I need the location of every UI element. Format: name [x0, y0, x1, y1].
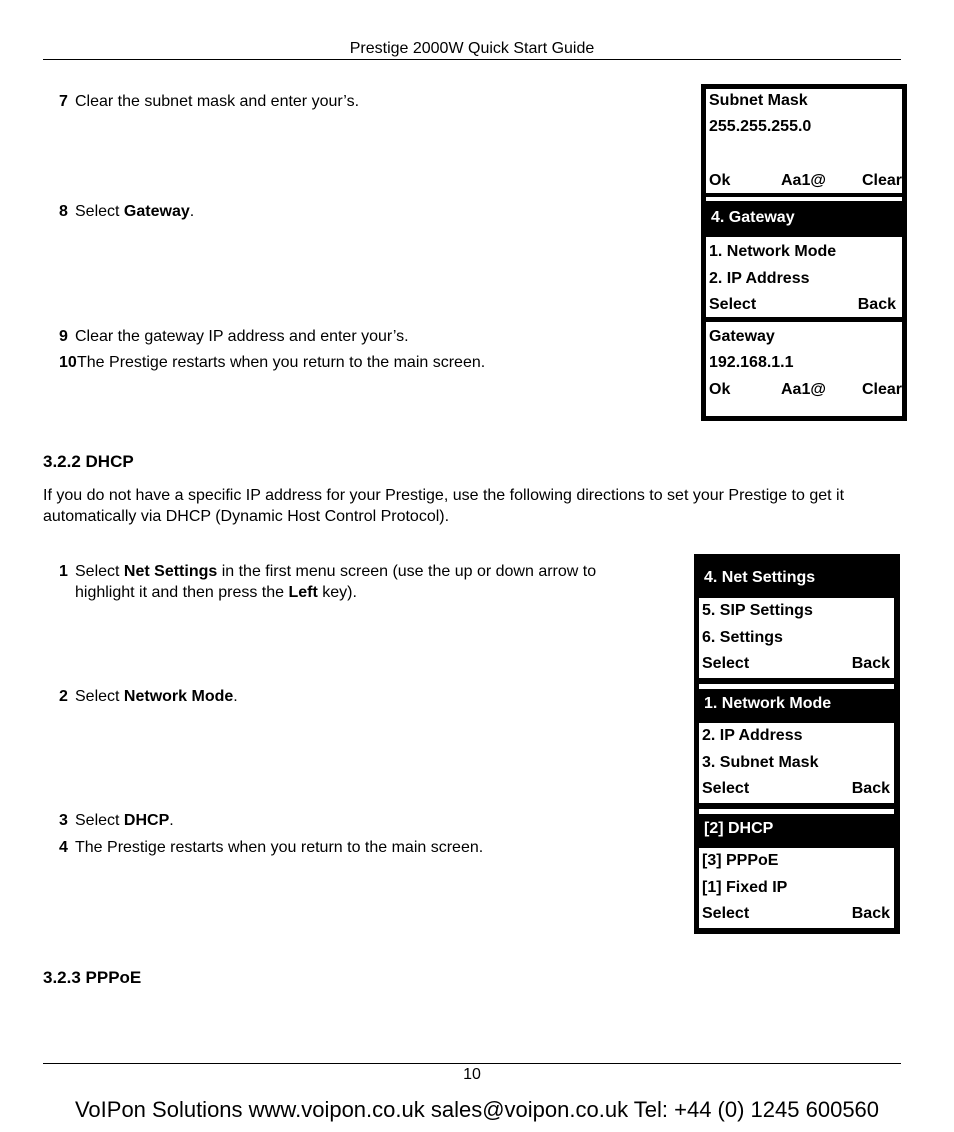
- screen-label: Gateway: [709, 328, 775, 345]
- softkey-select: Select: [702, 905, 750, 922]
- menu-item: [3] PPPoE: [702, 852, 779, 869]
- mode-menu-panel: [699, 848, 894, 928]
- softkey-mode: Aa1@: [781, 172, 826, 189]
- dhcp-step-3: [59, 810, 659, 831]
- section-heading-dhcp: 3.2.2 DHCP: [43, 452, 134, 471]
- menu-item: 5. SIP Settings: [702, 602, 813, 619]
- subnet-edit-panel: [706, 89, 902, 193]
- softkey-ok: Ok: [709, 381, 731, 398]
- header-rule: [43, 59, 901, 60]
- dhcp-step-4: [59, 837, 659, 858]
- footer-contact-line: VoIPon Solutions www.voipon.co.uk sales@voipon.co.uk Tel: +44 (0) 1245 600560: [74, 1097, 880, 1122]
- section-heading-pppoe: 3.2.3 PPPoE: [43, 968, 142, 987]
- dhcp-step-2: [59, 686, 659, 707]
- step-text: Select Gateway.: [75, 203, 195, 220]
- dhcp-intro-paragraph: If you do not have a specific IP address for your Prestige, use the following directions to set your Prestige to get it automatically via DHCP (Dynamic Host Control Protocol).: [43, 487, 845, 525]
- step-number: 7: [59, 93, 68, 110]
- step-number: 2: [59, 688, 68, 705]
- menu-item: 2. IP Address: [702, 727, 803, 744]
- softkey-back: Back: [851, 905, 890, 922]
- softkey-select: Select: [702, 655, 750, 672]
- step-number: 3: [59, 812, 68, 829]
- gateway-menu-panel: [706, 237, 902, 317]
- step-10: [59, 352, 659, 373]
- gateway-edit-panel: [706, 322, 902, 416]
- step-number: 10: [59, 354, 77, 371]
- softkey-clear: Clear: [861, 381, 902, 398]
- page-header-title: Prestige 2000W Quick Start Guide: [349, 40, 595, 57]
- footer-rule: [43, 1063, 901, 1064]
- menu-item: 3. Subnet Mask: [702, 754, 819, 771]
- divider-strip: [699, 684, 894, 689]
- step-text: Select Net Settings in the first menu screen (use the up or down arrow to highlight it and then press the Left key).: [75, 563, 597, 601]
- divider-strip: [706, 197, 902, 201]
- softkey-select: Select: [709, 296, 757, 313]
- step-text: Select Network Mode.: [75, 688, 238, 705]
- step-text: The Prestige restarts when you return to the main screen.: [75, 839, 484, 856]
- step-number: 9: [59, 328, 68, 345]
- step-number: 4: [59, 839, 68, 856]
- highlighted-menu-item: 4. Gateway: [706, 205, 902, 233]
- step-text: The Prestige restarts when you return to the main screen.: [77, 354, 486, 371]
- step-7: [59, 91, 659, 112]
- screen-value: 192.168.1.1: [709, 354, 794, 371]
- step-9: [59, 326, 659, 347]
- softkey-mode: Aa1@: [781, 381, 826, 398]
- menu-item: 6. Settings: [702, 629, 783, 646]
- phone-screen-dhcp: [694, 554, 900, 934]
- softkey-ok: Ok: [709, 172, 731, 189]
- softkey-back: Back: [857, 296, 896, 313]
- highlighted-menu-item: 4. Net Settings: [699, 560, 894, 590]
- step-number: 8: [59, 203, 68, 220]
- softkey-clear: Clear: [861, 172, 902, 189]
- step-number: 1: [59, 563, 68, 580]
- step-8: [59, 201, 659, 222]
- highlighted-menu-item: 1. Network Mode: [699, 693, 894, 721]
- step-text: Clear the subnet mask and enter your’s.: [75, 93, 360, 110]
- net-menu-panel: [699, 598, 894, 678]
- dhcp-step-1: [59, 561, 659, 603]
- softkey-select: Select: [702, 780, 750, 797]
- screen-value: 255.255.255.0: [709, 118, 812, 135]
- page-number: 10: [463, 1066, 481, 1083]
- phone-screen-gateway: [701, 84, 907, 421]
- highlighted-menu-item: [2] DHCP: [699, 818, 894, 846]
- step-text: Select DHCP.: [75, 812, 174, 829]
- network-menu-panel: [699, 723, 894, 803]
- menu-item: 1. Network Mode: [709, 243, 837, 260]
- softkey-back: Back: [851, 780, 890, 797]
- step-text: Clear the gateway IP address and enter your’s.: [75, 328, 409, 345]
- menu-item: 2. IP Address: [709, 270, 810, 287]
- menu-item: [1] Fixed IP: [702, 879, 788, 896]
- softkey-back: Back: [851, 655, 890, 672]
- screen-label: Subnet Mask: [709, 92, 808, 109]
- divider-strip: [699, 809, 894, 814]
